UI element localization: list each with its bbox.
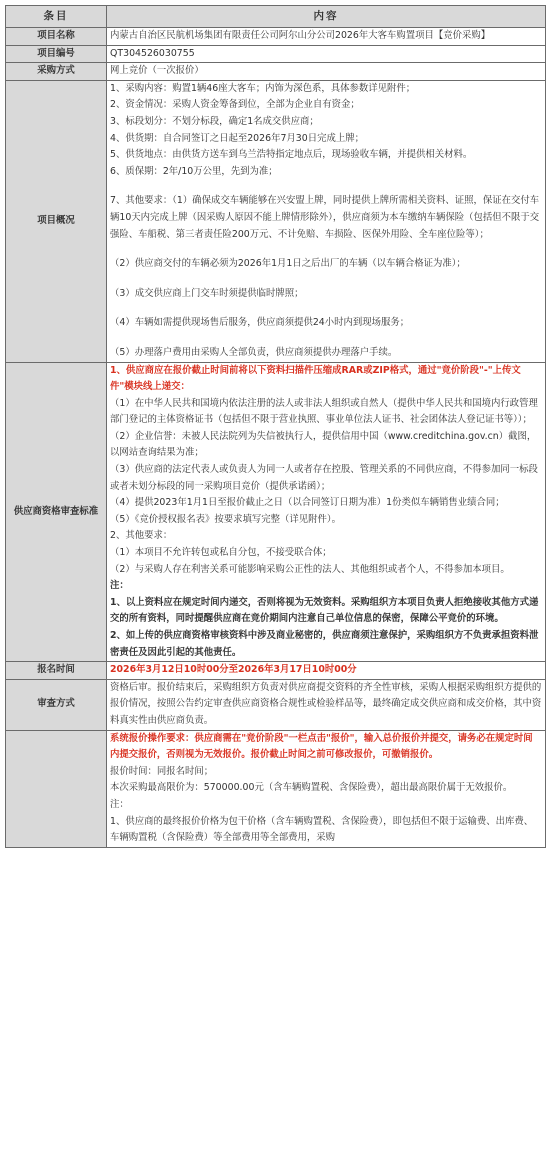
value-project-number: QT304526030755 bbox=[107, 45, 546, 63]
note-title: 注： bbox=[110, 580, 129, 592]
qualification-line: （3）供应商的法定代表人或负责人为同一人或者存在控股、管理关系的不同供应商，不得参加同一标段或者未划分标段的同一采购项目竞价（提供承诺函）； bbox=[110, 464, 538, 492]
overview-line: 3、标段划分：不划分标段，确定1名成交供应商； bbox=[110, 115, 319, 127]
value-procurement-method: 网上竞价（一次报价） bbox=[107, 63, 546, 81]
bidding-line: 1、供应商的最终报价价格为包干价格（含车辆购置税、含保险费），即包括但不限于运输费、出库费、车辆购置税（含保险费）等全部费用等全部费用，采购 bbox=[110, 815, 534, 844]
label-review-method: 审查方式 bbox=[6, 679, 107, 730]
note-line: 2、如上传的供应商资格审核资料中涉及商业秘密的，供应商须注意保护，采购组织方不负责承担资料泄密责任及因此引起的其他责任。 bbox=[110, 630, 539, 658]
spacer bbox=[110, 243, 542, 256]
value-overview bbox=[107, 80, 546, 362]
header-content: 内容 bbox=[107, 6, 546, 28]
label-registration-time: 报名时间 bbox=[6, 662, 107, 680]
bidding-line: 本次采购最高限价为：570000.00元（含车辆购置税、含保险费），超出最高限价属于无效报价。 bbox=[110, 782, 513, 794]
overview-line: 7、其他要求：（1）确保成交车辆能够在兴安盟上牌，同时提供上牌所需相关资料、证照，保证在交付车辆10天内完成上牌（因采购人原因不能上牌情形除外），供应商须为本车缴纳车辆保险（包括但不限于交强险、车船税、第三者责任险200万元、不计免赔、车损险、医保外用险、全车座位险等）； bbox=[110, 195, 540, 240]
spacer bbox=[110, 302, 542, 315]
qualification-line: （1）本项目不允许转包或私自分包，不接受联合体； bbox=[110, 547, 332, 559]
qualification-intro: 1、供应商应在报价截止时间前将以下资料扫描件压缩成RAR或ZIP格式，通过"竞价阶段"-"上传文件"模块线上递交： bbox=[110, 364, 521, 393]
qualification-line: （4）提供2023年1月1日至报价截止之日（以合同签订日期为准）1份类似车辆销售业绩合同； bbox=[110, 497, 505, 509]
header-item: 条目 bbox=[6, 6, 107, 28]
qualification-line: 2、其他要求： bbox=[110, 530, 173, 542]
overview-line: 6、质保期：2年/10万公里，先到为准； bbox=[110, 165, 278, 177]
row-review-method bbox=[6, 679, 546, 730]
value-project-name: 内蒙古自治区民航机场集团有限责任公司阿尔山分公司2026年大客车购置项目【竞价采购】 bbox=[107, 28, 546, 46]
row-registration-time bbox=[6, 662, 546, 680]
value-bidding bbox=[107, 730, 546, 847]
overview-line: 5、供货地点：由供货方送车到乌兰浩特指定地点后，现场验收车辆，并提供相关材料。 bbox=[110, 149, 473, 161]
table-header-row bbox=[6, 6, 546, 28]
label-project-number: 项目编号 bbox=[6, 45, 107, 63]
overview-line: 4、供货期：自合同签订之日起至2026年7月30日完成上牌； bbox=[110, 132, 364, 144]
row-procurement-method bbox=[6, 63, 546, 81]
row-bidding bbox=[6, 730, 546, 847]
overview-line: 1、采购内容：购置1辆46座大客车；内饰为深色系，具体参数详见附件； bbox=[110, 82, 416, 94]
spacer bbox=[110, 273, 542, 286]
bidding-line: 注： bbox=[110, 798, 129, 810]
overview-line: （2）供应商交付的车辆必须为2026年1月1日之后出厂的车辆（以车辆合格证为准）； bbox=[110, 258, 466, 270]
row-project-number bbox=[6, 45, 546, 63]
label-qualification: 供应商资格审查标准 bbox=[6, 362, 107, 662]
bidding-line: 报价时间：同报名时间； bbox=[110, 765, 214, 777]
overview-line: （5）办理落户费用由采购人全部负责，供应商须提供办理落户手续。 bbox=[110, 346, 398, 358]
label-project-name: 项目名称 bbox=[6, 28, 107, 46]
row-project-name bbox=[6, 28, 546, 46]
spacer bbox=[110, 180, 542, 193]
row-qualification bbox=[6, 362, 546, 662]
qualification-line: （5）《竞价授权报名表》按要求填写完整（详见附件）。 bbox=[110, 513, 341, 525]
label-procurement-method: 采购方式 bbox=[6, 63, 107, 81]
qualification-line: （2）与采购人存在利害关系可能影响采购公正性的法人、其他组织或者个人，不得参加本项目。 bbox=[110, 563, 510, 575]
qualification-line: （1）在中华人民共和国境内依法注册的法人或非法人组织或自然人（提供中华人民共和国境内行政管理部门登记的主体资格证书（包括但不限于营业执照、事业单位法人证书、社会团体法人登记证书等））； bbox=[110, 397, 538, 426]
qualification-line: （2）企业信誉：未被人民法院列为失信被执行人，提供信用中国（www.creditchina.gov.cn）截图，以网站查询结果为准； bbox=[110, 430, 537, 459]
overview-line: （4）车辆如需提供现场售后服务，供应商须提供24小时内到现场服务； bbox=[110, 317, 410, 329]
value-review-method: 资格后审。报价结束后，采购组织方负责对供应商提交资料的齐全性审核，采购人根据采购组织方提供的报价情况，按照公告约定审查供应商资格合规性或检验样品等，最终确定成交供应商和成交价格，其中资料真实性由供应商负责。 bbox=[107, 679, 546, 730]
label-overview: 项目概况 bbox=[6, 80, 107, 362]
label-bidding bbox=[6, 730, 107, 847]
row-overview bbox=[6, 80, 546, 362]
spacer bbox=[110, 332, 542, 345]
value-qualification bbox=[107, 362, 546, 662]
note-line: 1、以上资料应在规定时间内递交，否则将视为无效资料。采购组织方本项目负责人拒绝接收其他方式递交的所有资料，同时提醒供应商在竞价期间内注意自己单位信息的保密，保障公平竞价的环境。 bbox=[110, 596, 539, 625]
bidding-intro: 系统报价操作要求：供应商需在"竞价阶段"一栏点击"报价"，输入总价报价并提交，请务必在规定时间内提交报价，否则视为无效报价。报价截止时间之前可修改报价，可撤销报价。 bbox=[110, 732, 533, 761]
value-registration-time: 2026年3月12日10时00分至2026年3月17日10时00分 bbox=[107, 662, 546, 680]
overview-line: （3）成交供应商上门交车时须提供临时牌照； bbox=[110, 287, 304, 299]
overview-line: 2、资金情况：采购人资金筹备到位，全部为企业自有资金； bbox=[110, 99, 360, 111]
procurement-table bbox=[5, 5, 546, 848]
